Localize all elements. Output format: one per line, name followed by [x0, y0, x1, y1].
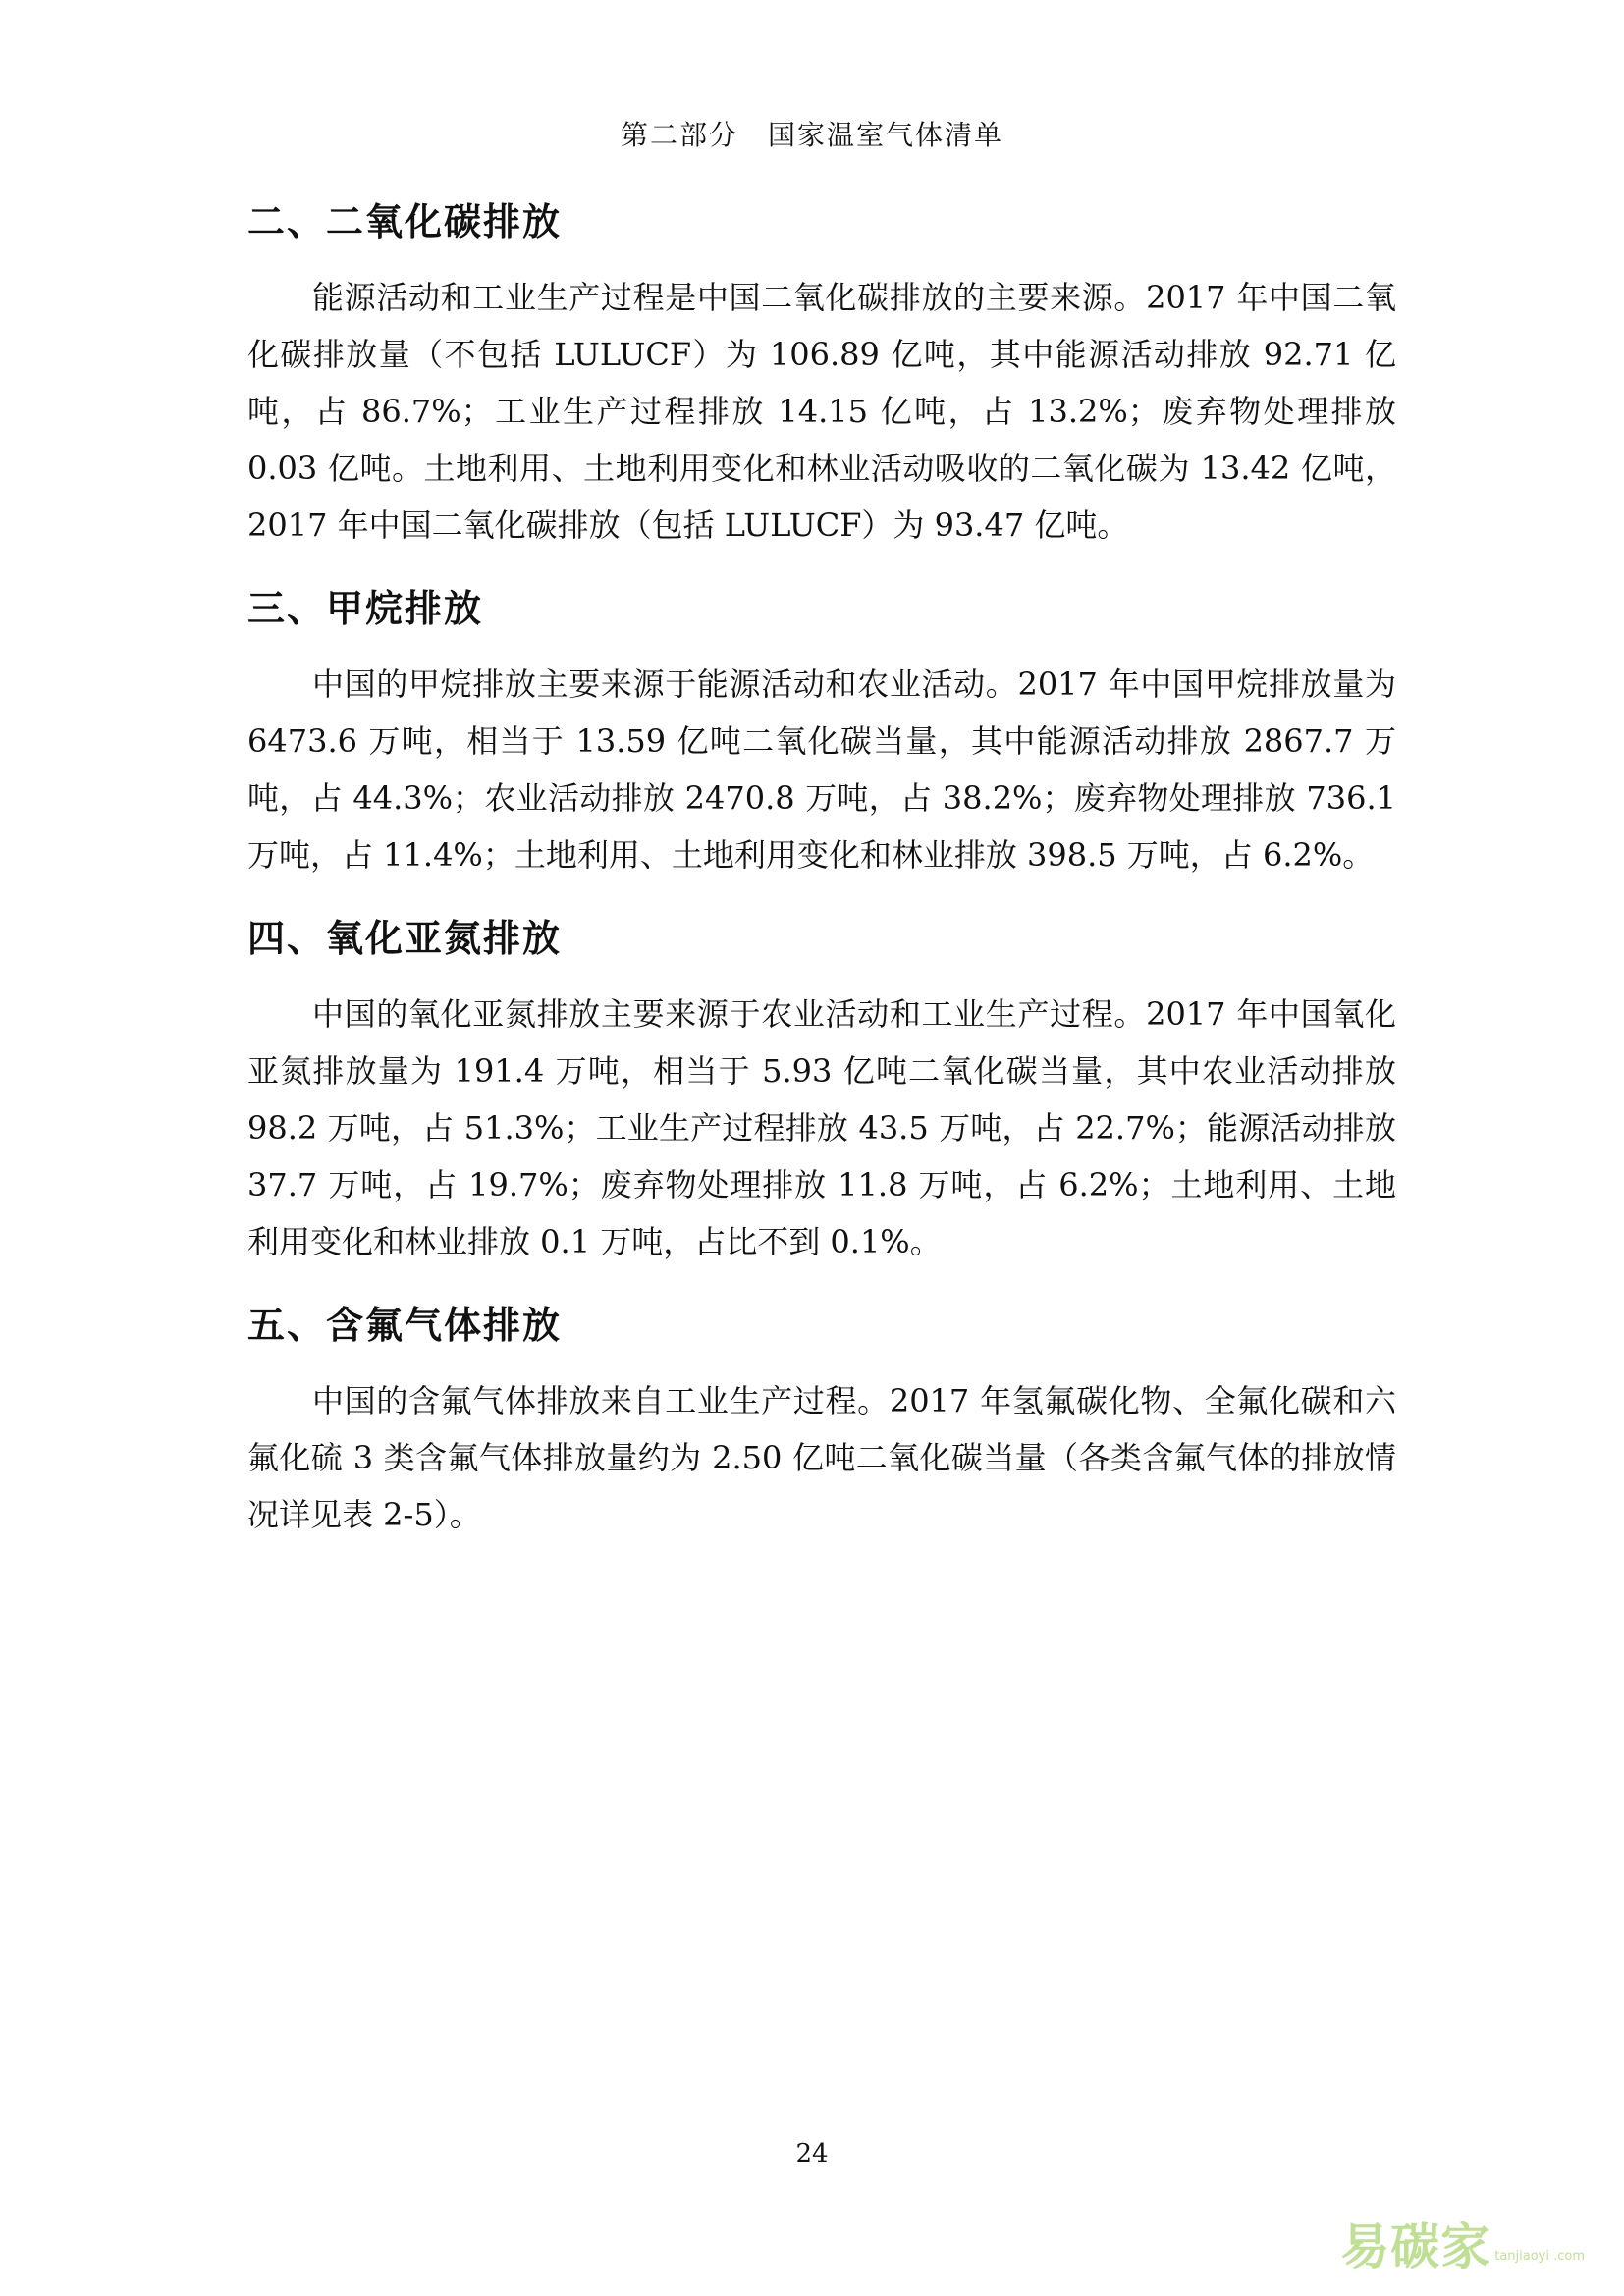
section-title-methane: 三、甲烷排放	[247, 587, 484, 630]
running-header: 第二部分 国家温室气体清单	[620, 119, 1003, 151]
document-body	[247, 192, 1396, 1569]
watermark-brand: 易碳家	[1340, 2218, 1491, 2275]
section-fluorinated	[247, 1296, 1396, 1543]
section-methane	[247, 579, 1396, 883]
watermark-logo	[1340, 2219, 1585, 2274]
section-title-fluorinated: 五、含氟气体排放	[247, 1304, 563, 1347]
section-title-co2: 二、二氧化碳排放	[247, 200, 563, 243]
section-title-n2o: 四、氧化亚氮排放	[247, 917, 563, 960]
section-body-methane: 中国的甲烷排放主要来源于能源活动和农业活动。2017 年中国甲烷排放量为 6473.6 万吨，相当于 13.59 亿吨二氧化碳当量，其中能源活动排放 2867.7 万吨，占 44.3%；农业活动排放 2470.8 万吨，占 38.2%；废弃物处理排放 736.1 万吨，占 11.4%；土地利用、土地利用变化和林业排放 398.5 万吨，占 6.2%。	[247, 666, 1396, 874]
section-body-fluorinated: 中国的含氟气体排放来自工业生产过程。2017 年氢氟碳化物、全氟化碳和六氟化硫 3 类含氟气体排放量约为 2.50 亿吨二氧化碳当量（各类含氟气体的排放情况详见表 2-5）。	[247, 1382, 1396, 1533]
page-number: 24	[795, 2139, 829, 2168]
section-body-n2o: 中国的氧化亚氮排放主要来源于农业活动和工业生产过程。2017 年中国氧化亚氮排放量为 191.4 万吨，相当于 5.93 亿吨二氧化碳当量，其中农业活动排放 98.2 万吨，占 51.3%；工业生产过程排放 43.5 万吨，占 22.7%；能源活动排放 37.7 万吨，占 19.7%；废弃物处理排放 11.8 万吨，占 6.2%；土地利用、土地利用变化和林业排放 0.1 万吨，占比不到 0.1%。	[247, 995, 1396, 1260]
watermark-domain: tanjiaoyi .com	[1494, 2249, 1585, 2264]
section-n2o	[247, 909, 1396, 1270]
section-body-co2: 能源活动和工业生产过程是中国二氧化碳排放的主要来源。2017 年中国二氧化碳排放量（不包括 LULUCF）为 106.89 亿吨，其中能源活动排放 92.71 亿吨，占 86.7%；工业生产过程排放 14.15 亿吨，占 13.2%；废弃物处理排放 0.03 亿吨。土地利用、土地利用变化和林业活动吸收的二氧化碳为 13.42 亿吨，2017 年中国二氧化碳排放（包括 LULUCF）为 93.47 亿吨。	[247, 279, 1396, 544]
section-co2	[247, 192, 1396, 554]
